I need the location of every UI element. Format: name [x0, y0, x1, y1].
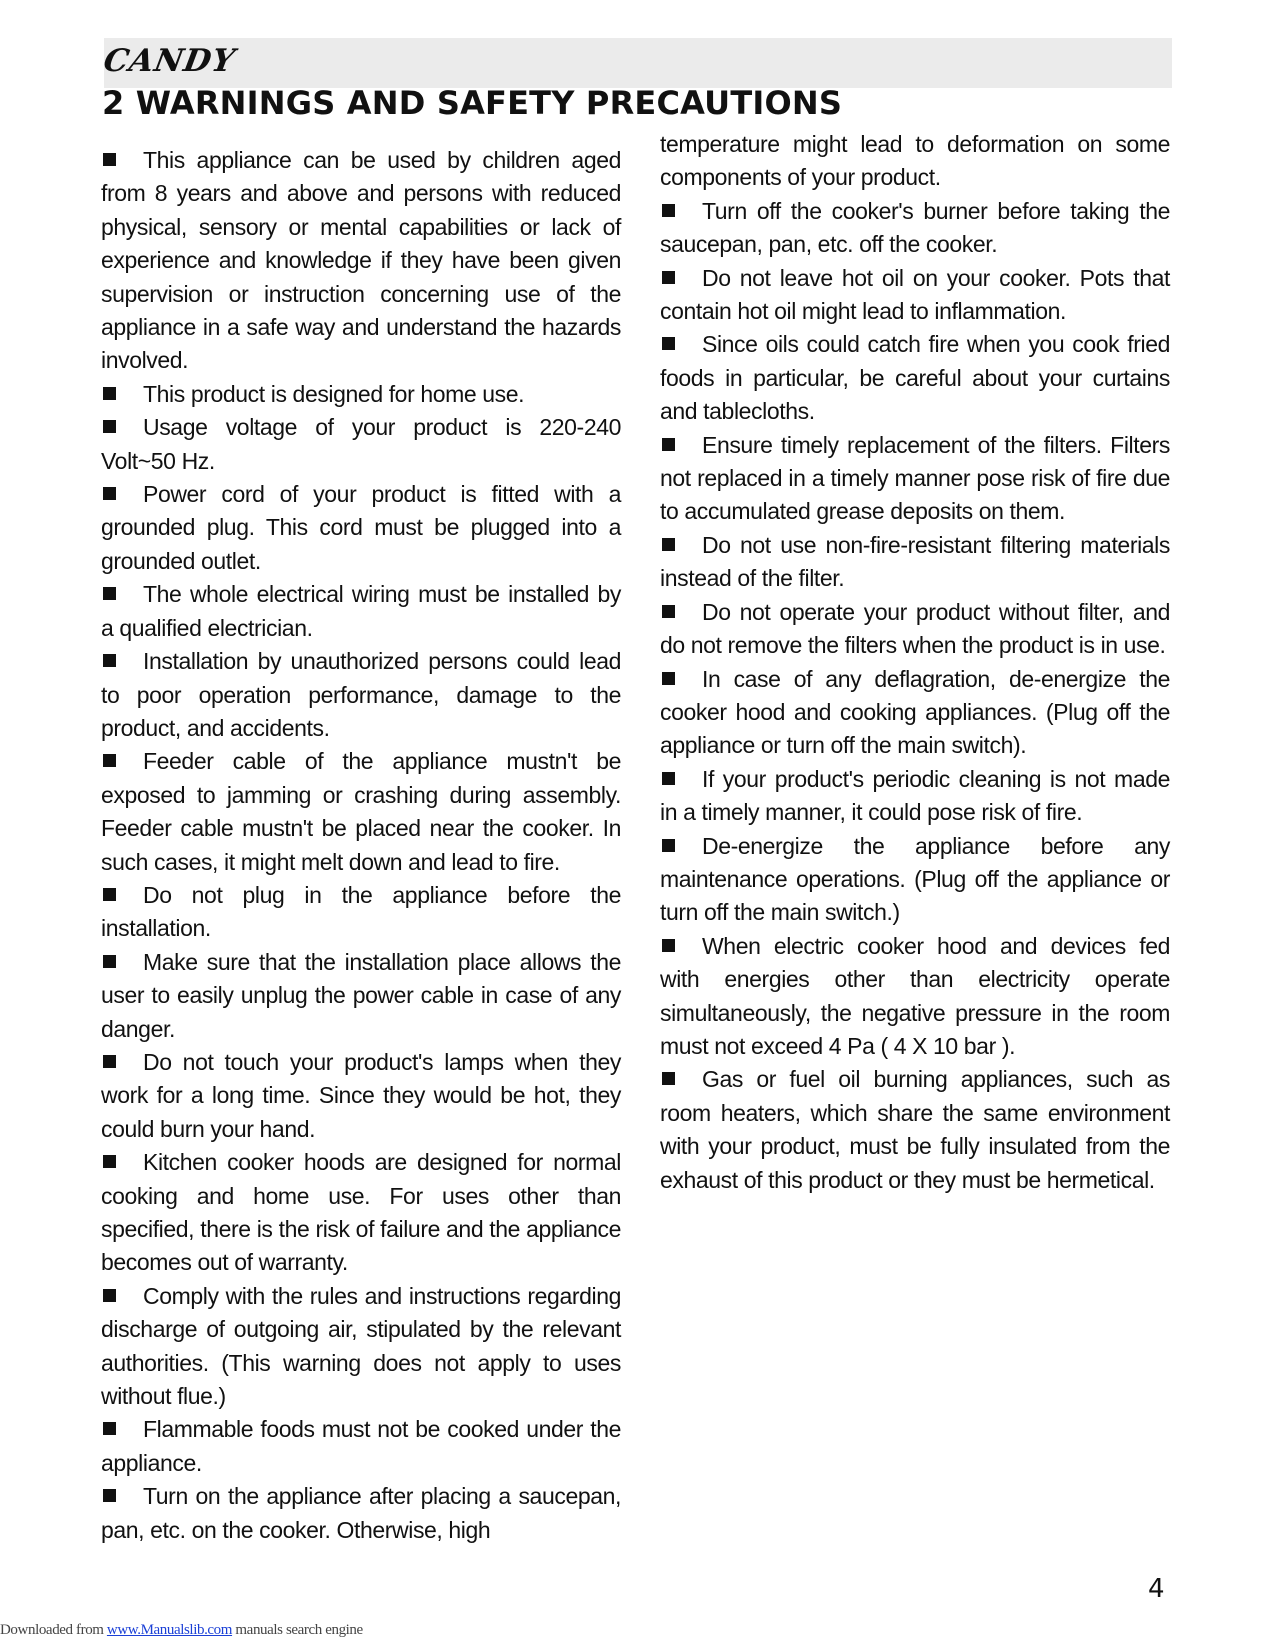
square-bullet-icon [662, 839, 675, 852]
warning-item: Installation by unauthorized persons could lead to poor operation performance, damage to the product, and accidents. [101, 648, 621, 741]
square-bullet-icon [662, 939, 675, 952]
square-bullet-icon [103, 587, 116, 600]
square-bullet-icon [103, 1422, 116, 1435]
square-bullet-icon [103, 888, 116, 901]
section-title: 2 WARNINGS AND SAFETY PRECAUTIONS [102, 84, 843, 122]
square-bullet-icon [103, 387, 116, 400]
warning-item: Make sure that the installation place allows the user to easily unplug the power cable in case of any danger. [101, 948, 621, 1042]
square-bullet-icon [662, 672, 675, 685]
square-bullet-icon [103, 955, 116, 968]
square-bullet-icon [103, 1489, 116, 1502]
warning-item: Do not leave hot oil on your cooker. Pots that contain hot oil might lead to inflammation. [660, 264, 1170, 325]
warning-item: Do not plug in the appliance before the installation. [101, 881, 621, 942]
square-bullet-icon [103, 1055, 116, 1068]
warning-item: When electric cooker hood and devices fed with energies other than electricity operate simultaneously, the negative pressure in the room must not exceed 4 Pa ( 4 X 10 bar ). [660, 932, 1170, 1059]
continued-text: temperature might lead to deformation on some components of your product. [660, 131, 1170, 191]
square-bullet-icon [662, 337, 675, 350]
warning-item: Turn on the appliance after placing a saucepan, pan, etc. on the cooker. Otherwise, high [101, 1483, 621, 1543]
footer-prefix: Downloaded from [0, 1622, 107, 1638]
square-bullet-icon [103, 1289, 116, 1302]
square-bullet-icon [662, 438, 675, 451]
brand-logo: CANDY [100, 43, 239, 79]
warning-item: Usage voltage of your product is 220-240 Volt~50 Hz. [101, 414, 621, 474]
left-column [101, 144, 621, 1547]
warning-item: Turn off the cooker's burner before taking the saucepan, pan, etc. off the cooker. [660, 197, 1170, 258]
warning-item: This product is designed for home use. [101, 378, 621, 411]
warning-item: Feeder cable of the appliance mustn't be exposed to jamming or crashing during assembly. Feeder cable mustn't be placed near the cooker. In such cases, it might melt down and lead to fire. [101, 748, 621, 875]
header-band [104, 38, 1172, 88]
square-bullet-icon [103, 420, 116, 433]
warning-item: Power cord of your product is fitted with a grounded plug. This cord must be plugged into a grounded outlet. [101, 481, 621, 574]
footer-suffix: manuals search engine [232, 1622, 363, 1638]
warning-item: The whole electrical wiring must be installed by a qualified electrician. [101, 581, 621, 641]
square-bullet-icon [662, 538, 675, 551]
square-bullet-icon [662, 1072, 675, 1085]
warning-item: Since oils could catch fire when you cook fried foods in particular, be careful about your curtains and tablecloths. [660, 331, 1170, 425]
warning-item: Comply with the rules and instructions regarding discharge of outgoing air, stipulated by the relevant authorities. (This warning does not apply to uses without flue.) [101, 1282, 621, 1410]
square-bullet-icon [103, 754, 116, 767]
warning-item: Do not operate your product without filter, and do not remove the filters when the product is in use. [660, 598, 1170, 659]
square-bullet-icon [662, 271, 675, 284]
warning-item: This appliance can be used by children aged from 8 years and above and persons with reduced physical, sensory or mental capabilities or lack of experience and knowledge if they have been given supervision or instruction concerning use of the appliance in a safe way and understand the hazards involved. [101, 147, 621, 374]
footer [0, 1622, 363, 1639]
page-number: 4 [1148, 1574, 1165, 1604]
warning-item: Kitchen cooker hoods are designed for normal cooking and home use. For uses other than specified, there is the risk of failure and the appliance becomes out of warranty. [101, 1149, 621, 1276]
warning-item: De-energize the appliance before any maintenance operations. (Plug off the appliance or turn off the main switch.) [660, 832, 1170, 926]
square-bullet-icon [662, 204, 675, 217]
square-bullet-icon [103, 654, 116, 667]
manualslib-link[interactable]: www.Manualslib.com [106, 1622, 233, 1638]
square-bullet-icon [103, 1155, 116, 1168]
warning-item: Do not use non-fire-resistant filtering materials instead of the filter. [660, 531, 1170, 592]
warning-item: If your product's periodic cleaning is not made in a timely manner, it could pose risk of fire. [660, 765, 1170, 826]
warning-item: In case of any deflagration, de-energize the cooker hood and cooking appliances. (Plug off the appliance or turn off the main switch). [660, 665, 1170, 759]
right-column [660, 128, 1170, 1197]
warning-item: Gas or fuel oil burning appliances, such as room heaters, which share the same environment with your product, must be fully insulated from the exhaust of this product or they must be hermetical. [660, 1066, 1170, 1193]
warning-item: Flammable foods must not be cooked under the appliance. [101, 1416, 621, 1476]
warning-item: Ensure timely replacement of the filters. Filters not replaced in a timely manner pose risk of fire due to accumulated grease deposits on them. [660, 431, 1170, 525]
square-bullet-icon [662, 605, 675, 618]
square-bullet-icon [662, 772, 675, 785]
square-bullet-icon [103, 153, 116, 166]
square-bullet-icon [103, 487, 116, 500]
warning-item: Do not touch your product's lamps when they work for a long time. Since they would be hot, they could burn your hand. [101, 1048, 621, 1142]
